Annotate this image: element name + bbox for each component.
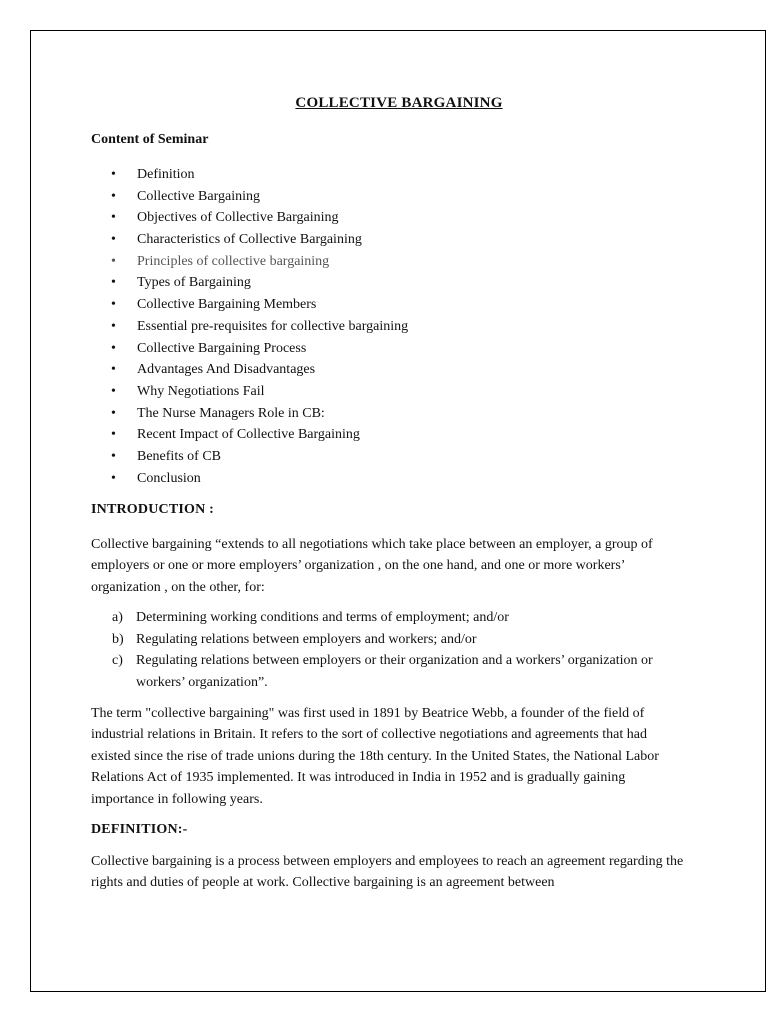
list-item: • Recent Impact of Collective Bargaining <box>91 424 408 446</box>
document-body <box>31 31 767 993</box>
list-marker: c) <box>112 653 123 668</box>
contents-list <box>91 164 408 489</box>
list-item: • Characteristics of Collective Bargaining <box>91 229 408 251</box>
list-item: • Collective Bargaining <box>91 186 408 208</box>
content-heading: Content of Seminar <box>91 132 209 147</box>
introduction-list <box>91 607 691 693</box>
list-item: • Conclusion <box>91 468 408 490</box>
list-item-text: Regulating relations between employers and workers; and/or <box>136 631 477 647</box>
list-item <box>91 607 691 629</box>
list-item: • Benefits of CB <box>91 446 408 468</box>
list-item-text: Regulating relations between employers or their organization and a workers’ organization or workers’ organization”. <box>136 653 653 690</box>
list-marker: b) <box>112 631 124 647</box>
list-marker: a) <box>112 610 123 625</box>
list-item: • Collective Bargaining Process <box>91 338 408 360</box>
list-item: • Objectives of Collective Bargaining <box>91 207 408 229</box>
list-item: • Principles of collective bargaining <box>91 251 408 273</box>
list-item <box>91 650 691 693</box>
list-item-text: Determining working conditions and terms of employment; and/or <box>136 610 509 625</box>
list-item <box>91 629 691 651</box>
introduction-paragraph: Collective bargaining “extends to all negotiations which take place between an employer, a group of employers or one or more employers’ organization , on the one hand, and one or more workers’ organization , on the other, for: <box>91 537 653 595</box>
definition-heading: DEFINITION:- <box>91 822 188 837</box>
document-page <box>30 30 766 992</box>
list-item: • Essential pre-requisites for collective bargaining <box>91 316 408 338</box>
history-paragraph: The term "collective bargaining" was first used in 1891 by Beatrice Webb, a founder of the field of industrial relations in Britain. It refers to the sort of collective negotiations and agreements that had existed since the rise of trade unions during the 18th century. In the United States, the National Labor Relations Act of 1935 implemented. It was introduced in India in 1952 and is gradually gaining importance in following years. <box>91 706 659 807</box>
document-title: COLLECTIVE BARGAINING <box>295 95 503 111</box>
introduction-heading: INTRODUCTION : <box>91 502 214 517</box>
list-item: • Definition <box>91 164 408 186</box>
list-item: • Advantages And Disadvantages <box>91 359 408 381</box>
list-item: • The Nurse Managers Role in CB: <box>91 403 408 425</box>
definition-paragraph: Collective bargaining is a process between employers and employees to reach an agreement regarding the rights and duties of people at work. Collective bargaining is an agreement between <box>91 854 684 891</box>
list-item: • Why Negotiations Fail <box>91 381 408 403</box>
list-item: • Types of Bargaining <box>91 272 408 294</box>
list-item: • Collective Bargaining Members <box>91 294 408 316</box>
